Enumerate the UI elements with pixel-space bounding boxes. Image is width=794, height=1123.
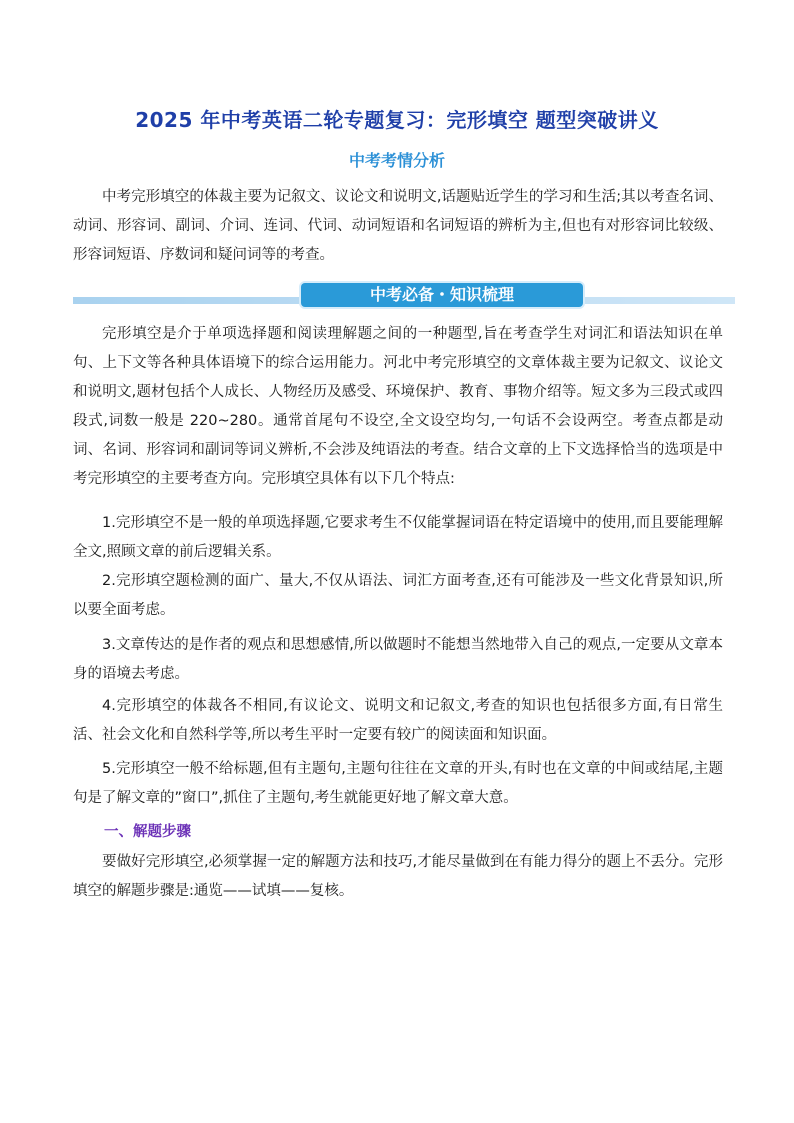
point-item: 4.完形填空的体裁各不相同,有议论文、说明文和记叙文,考查的知识也包括很多方面,有日常生活、社会文化和自然科学等,所以考生平时一定要有较广的阅读面和知识面。 [73, 698, 723, 743]
intro-paragraph: 中考完形填空的体裁主要为记叙文、议论文和说明文,话题贴近学生的学习和生活;其以考查名词、动词、形容词、副词、介词、连词、代词、动词短语和名词短语的辨析为主,但也有对形容词比较级、形容词短语、序数词和疑问词等的考查。 [73, 189, 723, 263]
section-heading: 一、解题步骤 [104, 824, 191, 840]
body-paragraph: 完形填空是介于单项选择题和阅读理解题之间的一种题型,旨在考查学生对词汇和语法知识在单句、上下文等各种具体语境下的综合运用能力。河北中考完形填空的文章体裁主要为记叙文、议论文和说明文,题材包括个人成长、人物经历及感受、环境保护、教育、事物介绍等。短文多为三段式或四段式,词数一般是 220~280。通常首尾句不设空,全文设空均匀,一句话不会设两空。考查点都是动词、名词、形容词和副词等词义辨析,不会涉及纯语法的考查。结合文章的上下文选择恰当的选项是中考完形填空的主要考查方向。完形填空具体有以下几个特点: [73, 326, 723, 487]
banner-label: 中考必备・知识梳理 [301, 283, 583, 307]
point-item: 3.文章传达的是作者的观点和思想感情,所以做题时不能想当然地带入自己的观点,一定要从文章本身的语境去考虑。 [73, 637, 723, 682]
point-item: 1.完形填空不是一般的单项选择题,它要求考生不仅能掌握词语在特定语境中的使用,而且要能理解全文,照顾文章的前后逻辑关系。 [73, 515, 723, 560]
section-subtitle: 中考考情分析 [348, 151, 445, 170]
point-item: 2.完形填空题检测的面广、量大,不仅从语法、词汇方面考查,还有可能涉及一些文化背景知识,所以要全面考虑。 [73, 573, 723, 618]
document-title: 2025 年中考英语二轮专题复习：完形填空 题型突破讲义 [135, 108, 659, 132]
section-banner [73, 282, 735, 308]
steps-paragraph: 要做好完形填空,必须掌握一定的解题方法和技巧,才能尽量做到在有能力得分的题上不丢分。完形填空的解题步骤是:通览——试填——复核。 [73, 854, 723, 899]
point-item: 5.完形填空一般不给标题,但有主题句,主题句往往在文章的开头,有时也在文章的中间或结尾,主题句是了解文章的”窗口”,抓住了主题句,考生就能更好地了解文章大意。 [73, 761, 723, 806]
